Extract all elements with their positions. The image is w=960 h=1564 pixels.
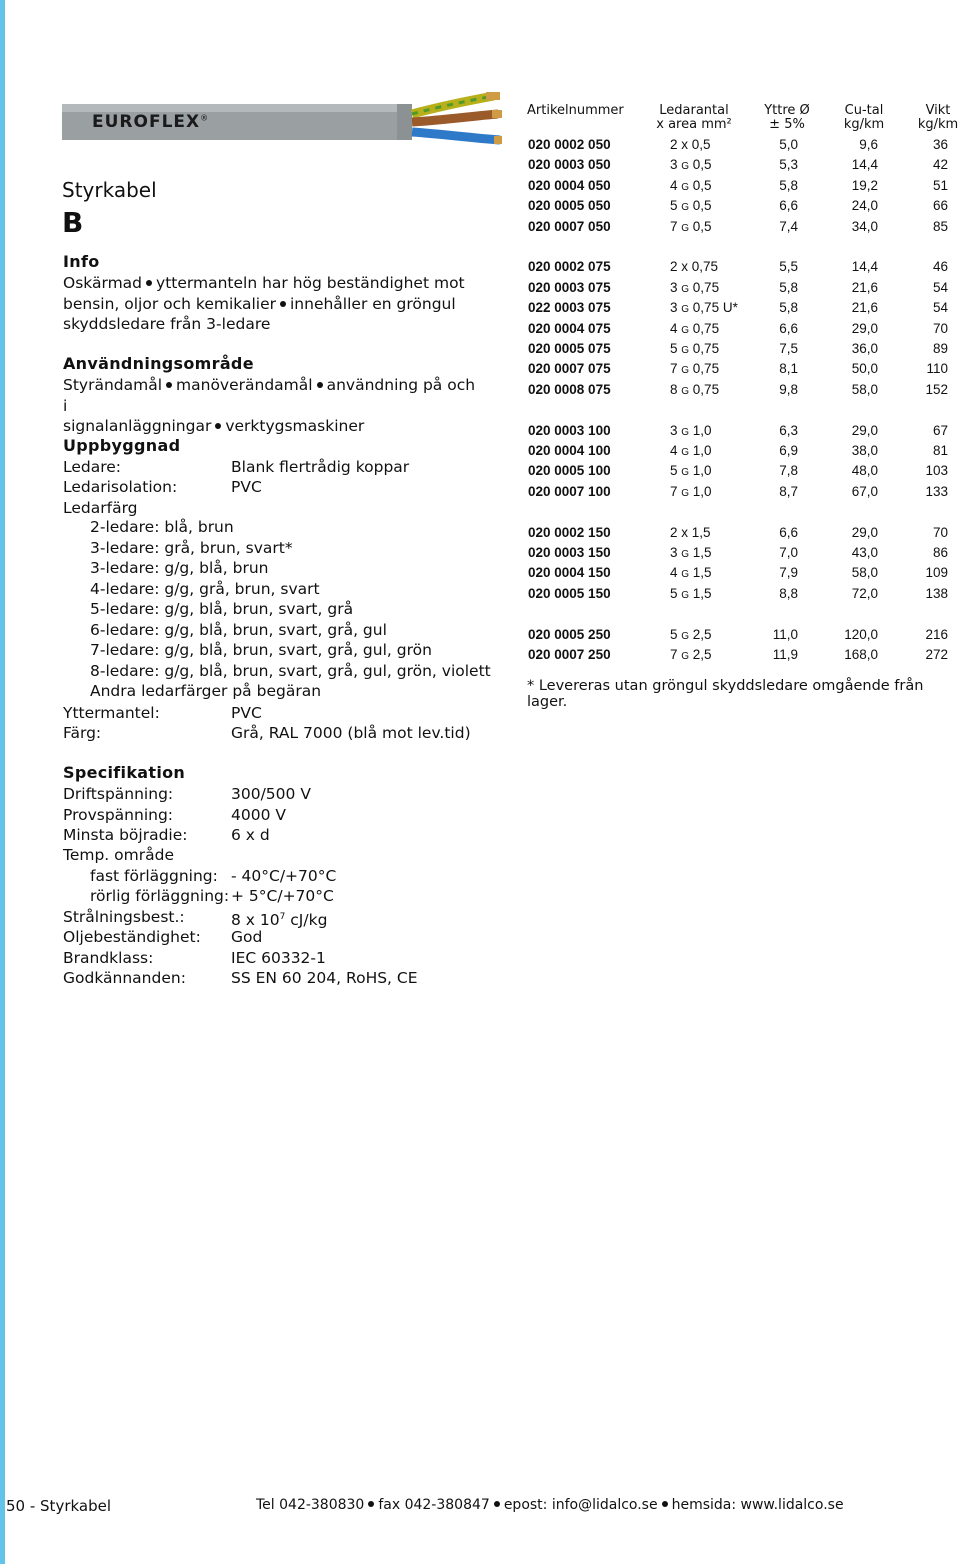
spec-row-bojradie: Minsta böjradie: 6 x d xyxy=(63,826,270,844)
cell-artikelnummer: 020 0005 150 xyxy=(528,585,611,601)
cell-vikt: 89 xyxy=(932,341,948,356)
page-title: Styrkabel xyxy=(62,178,157,202)
cell-artikelnummer: 020 0002 050 xyxy=(528,137,611,152)
cell-yttre: 5,3 xyxy=(779,157,798,173)
cell-cutal: 29,0 xyxy=(851,422,878,438)
table-row xyxy=(528,361,948,381)
cell-vikt: 54 xyxy=(932,279,948,295)
cell-yttre: 7,4 xyxy=(779,218,798,234)
cell-artikelnummer: 020 0002 075 xyxy=(528,259,611,275)
cell-cutal: 21,6 xyxy=(851,279,878,295)
table-row xyxy=(528,321,948,341)
cell-vikt: 138 xyxy=(925,585,948,601)
cell-vikt: 272 xyxy=(925,647,948,662)
cell-cutal: 168,0 xyxy=(844,647,878,662)
color-line: 8-ledare: g/g, blå, brun, svart, grå, gul, grön, violett xyxy=(90,662,491,680)
bullet-dot xyxy=(146,280,152,286)
cell-cutal: 29,0 xyxy=(851,320,878,336)
color-line: 3-ledare: g/g, blå, brun xyxy=(90,559,269,577)
table-row xyxy=(528,627,948,647)
cell-cutal: 67,0 xyxy=(851,483,878,499)
table-row xyxy=(528,586,948,606)
cell-ledarantal: 3 G 0,75 xyxy=(670,279,720,295)
table-row xyxy=(528,463,948,483)
cell-vikt: 54 xyxy=(932,300,948,316)
cell-cutal: 34,0 xyxy=(851,218,878,234)
cell-vikt: 109 xyxy=(925,565,948,581)
cell-cutal: 72,0 xyxy=(851,585,878,601)
cell-artikelnummer: 020 0004 150 xyxy=(528,565,611,581)
color-label: Ledarfärg xyxy=(63,499,138,517)
color-line: 7-ledare: g/g, blå, brun, svart, grå, gul, grön xyxy=(90,641,432,659)
cell-artikelnummer: 020 0005 050 xyxy=(528,198,611,214)
cell-vikt: 36 xyxy=(932,137,948,152)
footer-page: 50 - Styrkabel xyxy=(6,1497,112,1515)
cell-ledarantal: 4 G 0,75 xyxy=(670,320,720,336)
cell-vikt: 81 xyxy=(932,443,948,458)
table-row xyxy=(528,280,948,300)
spec-row-fast: fast förläggning: - 40°C/+70°C xyxy=(90,867,337,885)
bullet-dot xyxy=(280,301,286,307)
cell-cutal: 19,2 xyxy=(851,177,878,193)
cell-cutal: 38,0 xyxy=(851,443,878,458)
info-heading: Info xyxy=(63,252,100,271)
cell-ledarantal: 4 G 0,5 xyxy=(670,177,712,193)
cell-cutal: 14,4 xyxy=(851,259,878,275)
cell-artikelnummer: 020 0003 075 xyxy=(528,279,611,295)
cell-yttre: 7,5 xyxy=(779,341,798,356)
table-row xyxy=(528,484,948,504)
cell-ledarantal: 2 x 0,75 xyxy=(670,259,719,275)
cell-artikelnummer: 020 0002 150 xyxy=(528,524,611,540)
table-row xyxy=(528,443,948,463)
cell-vikt: 51 xyxy=(932,177,948,193)
cell-ledarantal: 4 G 1,5 xyxy=(670,565,712,581)
cell-vikt: 86 xyxy=(932,545,948,560)
spec-row-prov: Provspänning: 4000 V xyxy=(63,806,286,824)
cell-yttre: 5,8 xyxy=(779,177,798,193)
cell-vikt: 70 xyxy=(932,320,948,336)
cell-ledarantal: 3 G 0,5 xyxy=(670,157,712,173)
footer-contact: Tel 042-380830 fax 042-380847 epost: info@lidalco.se hemsida: www.lidalco.se xyxy=(256,1497,844,1513)
color-line: 4-ledare: g/g, grå, brun, svart xyxy=(90,580,320,598)
cell-artikelnummer: 020 0003 150 xyxy=(528,545,611,560)
cell-vikt: 85 xyxy=(932,218,948,234)
cell-ledarantal: 7 G 1,0 xyxy=(670,483,712,499)
cell-yttre: 8,8 xyxy=(779,585,798,601)
cell-ledarantal: 7 G 0,5 xyxy=(670,218,712,234)
cell-vikt: 46 xyxy=(932,259,948,275)
cell-ledarantal: 7 G 0,75 xyxy=(670,361,720,377)
spec-row-god: Godkännanden: SS EN 60 204, RoHS, CE xyxy=(63,969,418,987)
color-line: 6-ledare: g/g, blå, brun, svart, grå, gul xyxy=(90,621,387,639)
isolation-row: Ledarisolation: PVC xyxy=(63,478,262,496)
table-row xyxy=(528,259,948,279)
cell-cutal: 9,6 xyxy=(859,137,878,152)
cell-cutal: 14,4 xyxy=(851,157,878,173)
col-header-art: Artikelnummer xyxy=(527,103,624,118)
bullet-dot xyxy=(494,1501,500,1507)
bullet-dot xyxy=(317,382,323,388)
table-row xyxy=(528,565,948,585)
cell-artikelnummer: 020 0003 100 xyxy=(528,422,611,438)
cell-artikelnummer: 022 0003 075 xyxy=(528,300,611,316)
cell-vikt: 42 xyxy=(932,157,948,173)
cell-yttre: 11,0 xyxy=(772,626,798,642)
cell-cutal: 24,0 xyxy=(851,198,878,214)
bullet-dot xyxy=(368,1501,374,1507)
color-line: 2-ledare: blå, brun xyxy=(90,518,234,536)
cell-yttre: 5,0 xyxy=(779,137,798,152)
cell-ledarantal: 2 x 0,5 xyxy=(670,137,711,152)
cell-ledarantal: 2 x 1,5 xyxy=(670,524,711,540)
cell-artikelnummer: 020 0005 075 xyxy=(528,341,611,356)
cell-artikelnummer: 020 0008 075 xyxy=(528,381,611,397)
table-row xyxy=(528,137,948,157)
cell-artikelnummer: 020 0005 100 xyxy=(528,463,611,479)
cell-artikelnummer: 020 0003 050 xyxy=(528,157,611,173)
cell-ledarantal: 3 G 1,5 xyxy=(670,545,712,560)
cell-vikt: 110 xyxy=(926,361,948,377)
spec-row-temp: Temp. område xyxy=(63,846,174,864)
cell-vikt: 67 xyxy=(932,422,948,438)
construction-heading: Uppbyggnad xyxy=(63,436,181,455)
bullet-dot xyxy=(662,1501,668,1507)
cell-artikelnummer: 020 0004 050 xyxy=(528,177,611,193)
left-accent-bar xyxy=(0,0,5,1564)
cell-artikelnummer: 020 0007 250 xyxy=(528,647,611,662)
color-line: 5-ledare: g/g, blå, brun, svart, grå xyxy=(90,600,354,618)
cell-artikelnummer: 020 0005 250 xyxy=(528,626,611,642)
cell-yttre: 7,9 xyxy=(779,565,798,581)
product-letter: B xyxy=(62,206,84,239)
table-note: * Levereras utan gröngul skyddsledare omgående från lager. xyxy=(527,678,924,710)
cell-yttre: 7,0 xyxy=(779,545,798,560)
cell-yttre: 6,6 xyxy=(779,320,798,336)
cell-cutal: 29,0 xyxy=(851,524,878,540)
cell-yttre: 9,8 xyxy=(779,381,798,397)
cell-artikelnummer: 020 0004 075 xyxy=(528,320,611,336)
cell-yttre: 8,7 xyxy=(779,483,798,499)
cell-vikt: 133 xyxy=(925,483,948,499)
cell-ledarantal: 5 G 0,5 xyxy=(670,198,712,214)
col-header-cu: Cu-tal kg/km xyxy=(843,103,885,132)
cell-cutal: 48,0 xyxy=(851,463,878,479)
col-header-ytt: Yttre Ø ± 5% xyxy=(764,103,810,132)
cell-cutal: 58,0 xyxy=(851,565,878,581)
spec-row-stral: Strålningsbest.: 8 x $10^7$ cJ/kg xyxy=(63,908,328,930)
cell-cutal: 120,0 xyxy=(844,626,878,642)
cell-yttre: 6,6 xyxy=(779,524,798,540)
cell-artikelnummer: 020 0007 050 xyxy=(528,218,611,234)
cell-ledarantal: 5 G 2,5 xyxy=(670,626,712,642)
cell-ledarantal: 4 G 1,0 xyxy=(670,443,712,458)
usage-heading: Användningsområde xyxy=(63,354,254,373)
bullet-dot xyxy=(215,423,221,429)
cell-artikelnummer: 020 0007 075 xyxy=(528,361,611,377)
color-line: 3-ledare: grå, brun, svart* xyxy=(90,539,293,557)
cell-ledarantal: 3 G 0,75 U* xyxy=(670,300,738,316)
cell-ledarantal: 7 G 2,5 xyxy=(670,647,712,662)
table-row xyxy=(528,198,948,218)
cell-ledarantal: 3 G 1,0 xyxy=(670,422,712,438)
cell-yttre: 5,8 xyxy=(779,279,798,295)
cell-yttre: 11,9 xyxy=(772,647,798,662)
sheath-row: Yttermantel: PVC xyxy=(63,704,262,722)
table-row xyxy=(528,545,948,565)
cell-ledarantal: 8 G 0,75 xyxy=(670,381,720,397)
spec-heading: Specifikation xyxy=(63,763,186,782)
cell-yttre: 5,8 xyxy=(779,300,798,316)
cell-yttre: 8,1 xyxy=(779,361,798,377)
color-row: Färg: Grå, RAL 7000 (blå mot lev.tid) xyxy=(63,724,471,742)
cell-artikelnummer: 020 0007 100 xyxy=(528,483,611,499)
ledare-row: Ledare: Blank flertrådig koppar xyxy=(63,458,410,476)
cell-yttre: 5,5 xyxy=(779,259,798,275)
bullet-dot xyxy=(166,382,172,388)
table-row xyxy=(528,382,948,402)
table-row xyxy=(528,157,948,177)
cell-cutal: 58,0 xyxy=(851,381,878,397)
cell-cutal: 21,6 xyxy=(851,300,878,316)
color-line: Andra ledarfärger på begäran xyxy=(90,682,322,700)
cell-ledarantal: 5 G 1,0 xyxy=(670,463,712,479)
col-header-led: Ledarantal x area mm² xyxy=(656,103,732,132)
cell-vikt: 152 xyxy=(925,381,948,397)
table-row xyxy=(528,300,948,320)
table-row xyxy=(528,423,948,443)
cell-cutal: 43,0 xyxy=(851,545,878,560)
table-row xyxy=(528,219,948,239)
cell-cutal: 50,0 xyxy=(851,361,878,377)
spec-row-olja: Oljebeständighet: God xyxy=(63,928,263,946)
spec-row-drift: Driftspänning: 300/500 V xyxy=(63,785,311,803)
col-header-vikt: Vikt kg/km xyxy=(917,103,959,132)
cell-yttre: 6,9 xyxy=(779,443,798,458)
cell-artikelnummer: 020 0004 100 xyxy=(528,443,611,458)
cell-cutal: 36,0 xyxy=(851,341,878,356)
cell-yttre: 6,3 xyxy=(779,422,798,438)
cell-vikt: 66 xyxy=(932,198,948,214)
table-row xyxy=(528,647,948,667)
cell-vikt: 216 xyxy=(925,626,948,642)
usage-text: Styrändamål manöverändamål användning på och i signalanläggningar verktygsmaskiner xyxy=(63,376,476,435)
spec-row-rorlig: rörlig förläggning: + 5°C/+70°C xyxy=(90,887,334,905)
info-text: Oskärmad yttermanteln har hög beständighet mot bensin, oljor och kemikalier innehåller en gröngul skyddsledare från 3-ledare xyxy=(63,274,465,333)
cell-yttre: 7,8 xyxy=(779,463,798,479)
cell-ledarantal: 5 G 0,75 xyxy=(670,341,720,356)
table-row xyxy=(528,178,948,198)
table-row xyxy=(528,341,948,361)
spec-row-brand: Brandklass: IEC 60332-1 xyxy=(63,949,326,967)
cell-yttre: 6,6 xyxy=(779,198,798,214)
cell-vikt: 70 xyxy=(932,524,948,540)
cell-ledarantal: 5 G 1,5 xyxy=(670,585,712,601)
cell-vikt: 103 xyxy=(925,463,948,479)
table-row xyxy=(528,525,948,545)
brand-logo: EUROFLEX® xyxy=(92,112,210,132)
